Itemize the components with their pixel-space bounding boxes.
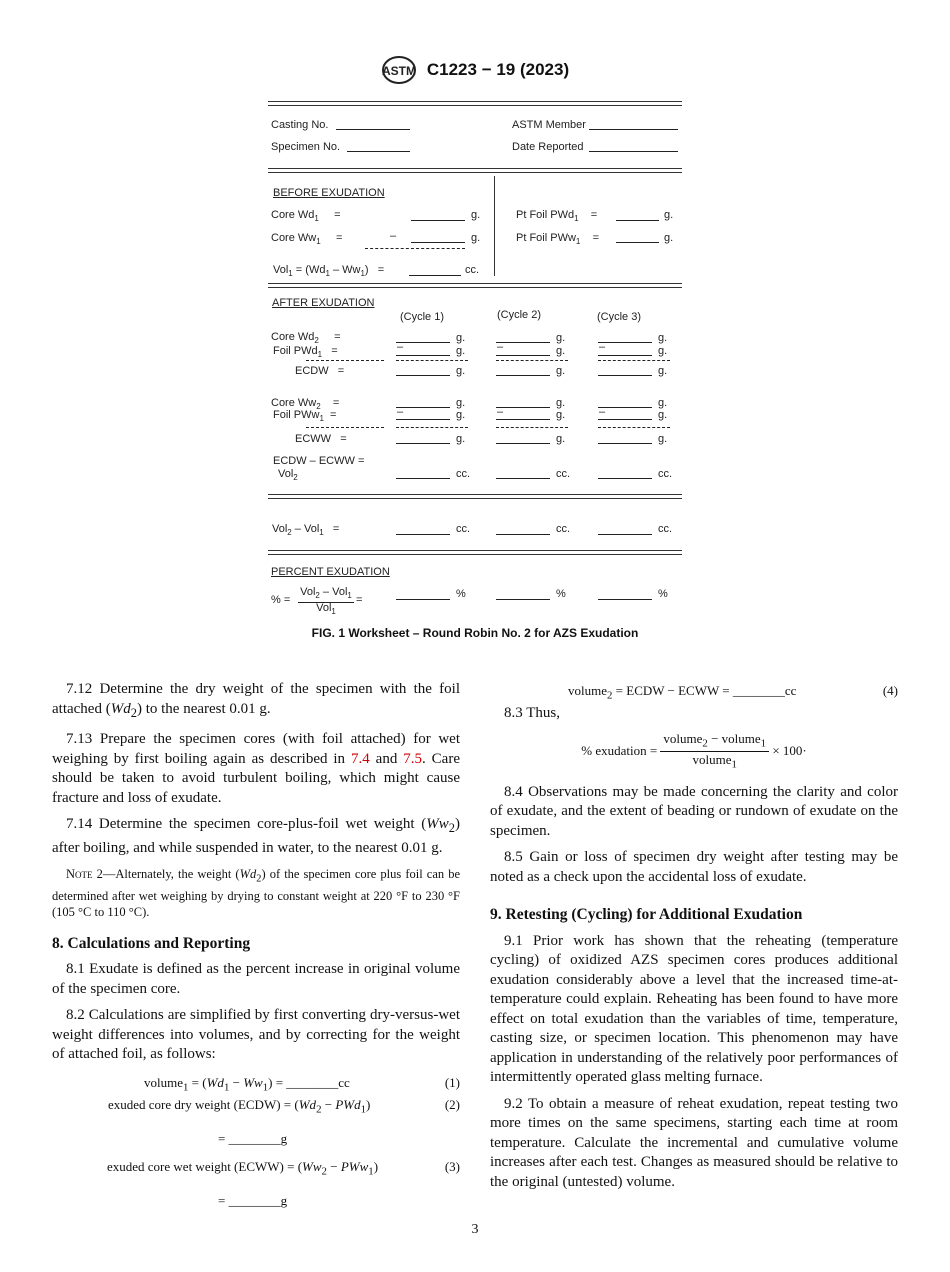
after-exudation-heading: AFTER EXUDATION: [272, 297, 375, 309]
answer-blank: [396, 419, 450, 420]
unit-cc: cc.: [456, 468, 471, 480]
answer-blank: [598, 599, 652, 600]
svg-text:ASTM: ASTM: [381, 64, 416, 78]
answer-blank: [396, 355, 450, 356]
section-8-heading: 8. Calculations and Reporting: [52, 934, 251, 952]
minus-sign: –: [497, 341, 504, 353]
percent-formula-numerator: Vol$_2$ – Vol$_1$: [298, 586, 354, 603]
answer-blank: [496, 342, 550, 343]
answer-blank: [396, 342, 450, 343]
paragraph-9-2: 9.2 To obtain a measure of reheat exudation, repeat testing two more times on the same specimens, starting each time at room temperature. Calculate the incremental and cumulative volume increases after each test. Changes as measured should be relative to the original (untested) volume.: [490, 1095, 898, 1190]
astm-member-label: ASTM Member: [512, 119, 586, 131]
cycle-3-header: (Cycle 3): [597, 311, 642, 323]
worksheet-figure: [268, 98, 682, 618]
core-ww1-label: Core $Ww_1$ =: [271, 232, 343, 247]
answer-blank: [396, 375, 450, 376]
unit-percent: %: [456, 588, 466, 600]
right-column: [490, 680, 898, 1199]
casting-no-label: Casting No.: [271, 119, 329, 131]
ecdw-minus-ecww-label: ECDW – ECWW =: [273, 455, 365, 467]
figure-caption: FIG. 1 Worksheet – Round Robin No. 2 for AZS Exudation: [311, 626, 639, 640]
dashed-separator: [496, 427, 568, 428]
minus-sign: –: [390, 230, 397, 242]
ref-7-4-link[interactable]: 7.4: [350, 750, 370, 767]
pt-foil-pwd1-label: Pt Foil PWd$_1$ =: [516, 209, 598, 224]
standard-designation: C1223 − 19 (2023): [426, 60, 570, 79]
unit-g: g.: [556, 397, 566, 409]
specimen-no-label: Specimen No.: [271, 141, 341, 153]
answer-blank: [598, 342, 652, 343]
paragraph-8-5: 8.5 Gain or loss of specimen dry weight after testing may be noted as a check upon the accidental loss of exudate.: [490, 849, 898, 885]
answer-blank: [396, 599, 450, 600]
unit-percent: %: [556, 588, 566, 600]
page-number: 3: [471, 1222, 479, 1237]
unit-g: g.: [556, 409, 566, 421]
core-ww2-label: Core $Ww_2$ =: [271, 397, 340, 412]
unit-g: g.: [664, 209, 674, 221]
equals-sign: =: [356, 594, 363, 606]
unit-g: g.: [456, 409, 466, 421]
unit-g: g.: [658, 365, 668, 377]
unit-cc: cc.: [456, 523, 471, 535]
unit-g: g.: [456, 365, 466, 377]
answer-blank: [496, 407, 550, 408]
section-9-heading: 9. Retesting (Cycling) for Additional Exudation: [490, 906, 803, 924]
unit-g: g.: [471, 209, 481, 221]
paragraph-7-13: 7.13 Prepare the specimen cores (with foil attached) for wet weighing by first boiling again as described in 7.4 and 7.5. Care should be taken to avoid turbulent boiling, which might cause fracture and loss of exudate.: [52, 731, 460, 806]
answer-blank: [496, 443, 550, 444]
paragraph-8-4: 8.4 Observations may be made concerning the clarity and color of exudate, and the extent of beading or rundown of exudate on the specimen.: [490, 783, 898, 839]
minus-sign: –: [497, 406, 504, 418]
unit-g: g.: [664, 232, 674, 244]
answer-blank: [496, 599, 550, 600]
equation-4: volume$_2$ = ECDW − ECWW = ________cc (4): [490, 680, 898, 702]
pt-foil-pww1-label: Pt Foil PWw$_1$ =: [516, 232, 600, 247]
paragraph-8-3: 8.3 Thus,: [504, 705, 560, 721]
unit-g: g.: [456, 397, 466, 409]
unit-g: g.: [556, 345, 566, 357]
unit-cc: cc.: [658, 468, 673, 480]
ref-7-5-link[interactable]: 7.5: [403, 750, 422, 767]
answer-blank: [598, 478, 652, 479]
ecdw-label: ECDW =: [295, 365, 345, 377]
ecww-label: ECWW =: [295, 433, 347, 445]
paragraph-7-14: 7.14 Determine the specimen core-plus-foil wet weight $(Ww_2)$ after boiling, and while suspended in water, to the nearest 0.01 g.: [52, 816, 460, 856]
date-reported-label: Date Reported: [512, 141, 584, 153]
note-2: Note 2—Alternately, the weight $(Wd_2)$ of the specimen core plus foil can be determined after wet weighing by drying to constant weight at 220 °F to 230 °F (105 °C to 110 °C).: [52, 867, 460, 919]
unit-g: g.: [471, 232, 481, 244]
dashed-separator: [598, 360, 670, 361]
unit-g: g.: [658, 409, 668, 421]
core-wd2-label: Core $Wd_2$ =: [271, 331, 341, 346]
answer-blank: [396, 443, 450, 444]
minus-sign: –: [599, 341, 606, 353]
answer-blank: [598, 375, 652, 376]
equation-2: exuded core dry weight (ECDW) = $(Wd_2 - PWd_1)$ (2): [52, 1094, 460, 1116]
answer-blank: [396, 407, 450, 408]
cycle-1-header: (Cycle 1): [400, 311, 445, 323]
foil-pwd1-label: Foil PWd$_1$ =: [273, 345, 338, 360]
unit-g: g.: [658, 433, 668, 445]
answer-blank: [598, 443, 652, 444]
percent-exudation-equation: % exudation = $\frac{volume_2 - volume_1}{volume_1}$ × 100·: [581, 730, 807, 771]
percent-formula: % =: [271, 594, 291, 606]
equation-number: (4): [882, 683, 898, 698]
minus-sign: –: [397, 406, 404, 418]
vol1-formula: $Vol_1 = (Wd_1 - Ww_1)$ =: [273, 264, 385, 279]
answer-blank: [396, 478, 450, 479]
unit-g: g.: [456, 433, 466, 445]
page-header: [0, 55, 950, 85]
percent-formula-denominator: Vol$_1$: [316, 602, 336, 617]
left-column: [52, 680, 460, 1212]
unit-g: g.: [556, 365, 566, 377]
minus-sign: –: [599, 406, 606, 418]
equation-number: (3): [444, 1158, 460, 1174]
minus-sign: –: [397, 341, 404, 353]
vol2-minus-vol1-label: Vol$_2$ – Vol$_1$ =: [272, 523, 340, 538]
answer-blank: [496, 419, 550, 420]
unit-g: g.: [658, 397, 668, 409]
dashed-separator: [396, 360, 468, 361]
answer-blank: [598, 355, 652, 356]
before-exudation-heading: BEFORE EXUDATION: [273, 187, 385, 199]
core-wd1-label: Core $Wd_1$ =: [271, 209, 341, 224]
dashed-separator: [598, 427, 670, 428]
equation-number: (2): [444, 1096, 460, 1112]
equation-3-blank: = ________g: [218, 1192, 288, 1208]
unit-g: g.: [556, 433, 566, 445]
unit-g: g.: [658, 332, 668, 344]
paragraph-8-2: 8.2 Calculations are simplified by first converting dry-versus-wet weight differences into volumes, and by correcting for the weight of attached foil, as follows:: [52, 1007, 460, 1062]
answer-blank: [496, 478, 550, 479]
answer-blank: [496, 355, 550, 356]
equation-1: volume$_1$ = $(Wd_1 - Ww_1)$ = ________cc (1): [52, 1072, 460, 1094]
answer-blank: [598, 419, 652, 420]
equation-2-blank: = ________g: [218, 1130, 288, 1146]
vol2-label: Vol$_2$: [278, 468, 298, 483]
cycle-2-header: (Cycle 2): [497, 309, 542, 321]
astm-logo-icon: [381, 55, 417, 85]
unit-cc: cc.: [556, 523, 571, 535]
answer-blank: [496, 534, 550, 535]
percent-exudation-heading: PERCENT EXUDATION: [271, 566, 390, 578]
dashed-separator: [396, 427, 468, 428]
unit-cc: cc.: [465, 264, 480, 276]
unit-cc: cc.: [658, 523, 673, 535]
answer-blank: [598, 407, 652, 408]
dashed-separator: [496, 360, 568, 361]
paragraph-9-1: 9.1 Prior work has shown that the reheating (temperature cycling) of oxidized AZS specimen cores produces additional exudation considerably above a level that the increased time-at-temperature could explain. Reheating has been found to have more effect on total exudation than the variables of time, temperature, casting size, or specimen location. This phenomenon may have application in understanding of the relatively poor performances of intermittently operated glass melting furnace.: [490, 932, 898, 1086]
unit-cc: cc.: [556, 468, 571, 480]
unit-g: g.: [456, 345, 466, 357]
unit-g: g.: [658, 345, 668, 357]
equation-number: (1): [444, 1074, 460, 1090]
unit-g: g.: [556, 332, 566, 344]
answer-blank: [396, 534, 450, 535]
unit-percent: %: [658, 588, 668, 600]
paragraph-8-1: 8.1 Exudate is defined as the percent increase in original volume of the specimen core.: [52, 961, 460, 997]
unit-g: g.: [456, 332, 466, 344]
paragraph-7-12: 7.12 Determine the dry weight of the specimen with the foil attached $(Wd_2)$ to the nearest 0.01 g.: [52, 681, 460, 720]
equation-3: exuded core wet weight (ECWW) = $(Ww_2 - PWw_1)$ (3): [52, 1156, 460, 1178]
answer-blank: [598, 534, 652, 535]
answer-blank: [496, 375, 550, 376]
foil-pww1-label: Foil PWw$_1$ =: [273, 409, 337, 424]
